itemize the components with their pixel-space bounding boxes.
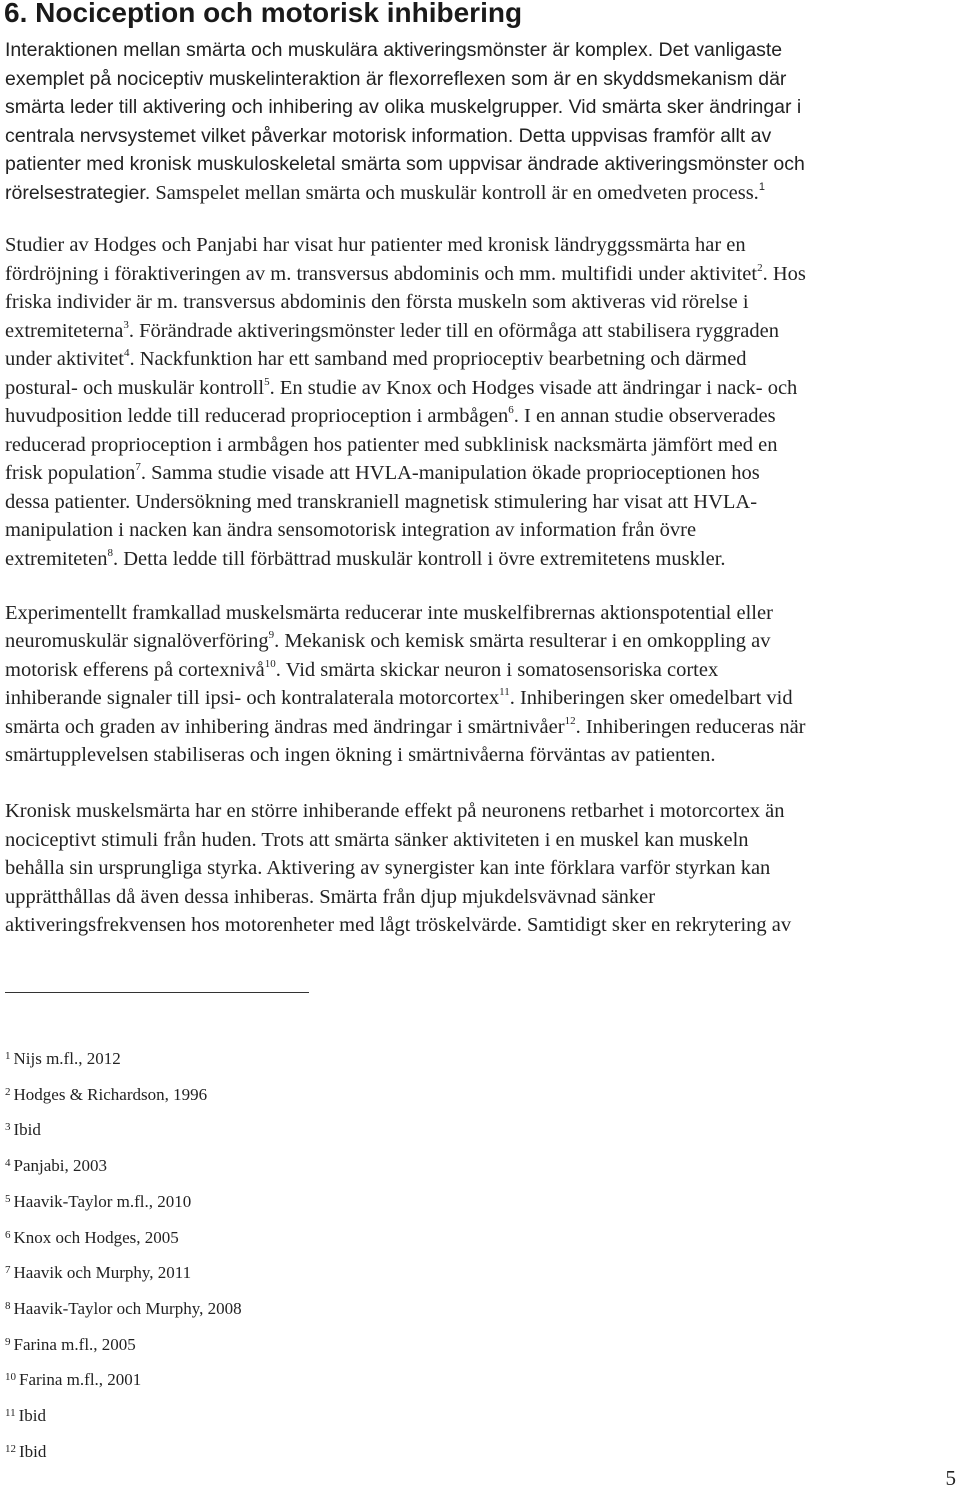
footnote-number: 6 <box>5 1228 11 1241</box>
text-line <box>5 854 791 883</box>
footnote-text: Farina m.fl., 2005 <box>13 1334 136 1354</box>
footnote-number: 9 <box>5 1335 11 1348</box>
footnote-separator <box>5 992 309 993</box>
text-run: . Samma studie visade att HVLA-manipulation ökade proprioceptionen hos <box>140 462 760 485</box>
text-run: under aktivitet <box>5 348 124 371</box>
footnote-item <box>5 1046 121 1069</box>
text-run: smärtupplevelsen stabiliseras och ingen ökning i smärtnivåerna förväntas av patienten. <box>5 744 716 767</box>
text-line <box>5 288 806 317</box>
footnote-number: 4 <box>5 1157 11 1170</box>
footnote-reference[interactable]: 10 <box>264 657 276 670</box>
footnote-reference[interactable]: 5 <box>264 375 270 388</box>
text-run: . Mekanisk och kemisk smärta resulterar i en omkoppling av <box>274 630 771 653</box>
text-line <box>5 826 791 855</box>
text-line <box>5 459 806 488</box>
text-run: motorisk efferens på cortexnivå <box>5 658 265 681</box>
text-line: Interaktionen mellan smärta och muskulära aktiveringsmönster är komplex. Det vanligaste <box>5 39 783 61</box>
text-line <box>5 599 806 627</box>
footnote-number: 3 <box>5 1121 11 1134</box>
text-line <box>5 911 791 940</box>
footnote-text: Ibid <box>13 1120 41 1140</box>
section-heading: 6. Nociception och motorisk inhibering <box>4 0 523 28</box>
text-line <box>5 260 806 289</box>
footnote-item <box>5 1332 136 1355</box>
text-run: reducerad proprioception i armbågen hos patienter med subklinisk nacksmärta jämfört med en <box>5 433 778 456</box>
text-run: Studier av Hodges och Panjabi har visat hur patienter med kronisk ländryggssmärta har en <box>5 234 746 256</box>
footnote-reference[interactable]: 12 <box>564 714 576 727</box>
footnote-text: Haavik-Taylor m.fl., 2010 <box>13 1191 192 1211</box>
footnote-item <box>5 1117 41 1140</box>
paragraph-1 <box>5 36 805 208</box>
footnote-item <box>5 1439 46 1462</box>
paragraph-4 <box>5 797 791 940</box>
text-run: behålla sin ursprungliga styrka. Aktivering av synergister kan inte förklara varför styrkan kan <box>5 857 771 880</box>
footnote-reference[interactable]: 9 <box>268 629 275 642</box>
text-run: friska individer är m. transversus abdominis den första muskeln som aktiveras vid rörelse i <box>5 291 749 314</box>
text-line <box>5 402 806 431</box>
footnote-text: Hodges & Richardson, 1996 <box>13 1084 208 1104</box>
text-run: postural- och muskulär kontroll <box>5 376 265 399</box>
text-run: . Nackfunktion har ett samband med proprioceptiv bearbetning och därmed <box>129 348 747 371</box>
footnote-item <box>5 1403 46 1426</box>
footnote-item <box>5 1260 191 1283</box>
footnote-text: Panjabi, 2003 <box>13 1156 107 1176</box>
footnote-number: 5 <box>5 1192 11 1205</box>
text-run: Samspelet mellan smärta och muskulär kontroll är en omedveten process. <box>150 181 759 204</box>
text-run: Kronisk muskelsmärta har en större inhiberande effekt på neuronens retbarhet i motorcortex än <box>5 800 785 822</box>
text-run: aktiveringsfrekvensen hos motorenheter med lågt tröskelvärde. Samtidigt sker en rekrytering av <box>5 914 792 937</box>
text-run: rörelsestrategier. <box>5 181 151 204</box>
footnote-reference[interactable]: 6 <box>508 404 514 417</box>
footnote-number: 10 <box>5 1371 16 1384</box>
text-line <box>5 627 806 655</box>
text-line <box>5 345 806 374</box>
footnote-text: Farina m.fl., 2001 <box>19 1370 142 1390</box>
text-line <box>5 883 791 912</box>
footnote-reference[interactable]: 11 <box>499 686 510 699</box>
footnote-reference[interactable]: 7 <box>135 461 141 474</box>
text-line <box>5 797 791 826</box>
text-line <box>5 374 806 403</box>
page-number: 5 <box>945 1466 956 1490</box>
text-run: . Inhiberingen reduceras när <box>575 715 806 738</box>
text-run: extremiteten <box>5 548 108 571</box>
footnote-reference[interactable]: 8 <box>107 547 113 560</box>
paragraph-3 <box>5 599 806 769</box>
footnote-number: 12 <box>5 1442 16 1455</box>
text-line <box>5 231 806 260</box>
footnote-number: 2 <box>5 1085 11 1098</box>
paragraph-2 <box>5 231 806 574</box>
text-run: upprätthållas då även dessa inhiberas. Smärta från djup mjukdelsvävnad sänker <box>5 885 656 908</box>
footnote-text: Ibid <box>19 1441 47 1461</box>
text-line: smärta leder till aktivering och inhibering av olika muskelgrupper. Vid smärta sker ändringar i <box>5 96 802 119</box>
text-line <box>5 656 806 684</box>
text-line <box>5 516 806 545</box>
text-run: smärta och graden av inhibering ändras med ändringar i smärtnivåer <box>5 715 565 738</box>
text-run: . Hos <box>762 262 806 285</box>
text-run: . I en annan studie observerades <box>513 405 776 428</box>
footnote-number: 8 <box>5 1299 11 1312</box>
text-run: neuromuskulär signalöverföring <box>5 630 269 653</box>
footnote-text: Knox och Hodges, 2005 <box>13 1227 179 1247</box>
footnote-reference[interactable]: 2 <box>757 261 763 274</box>
text-run: . Inhiberingen sker omedelbart vid <box>509 687 793 710</box>
footnote-text: Haavik-Taylor och Murphy, 2008 <box>13 1298 242 1318</box>
footnote-item <box>5 1367 141 1390</box>
text-line <box>5 317 806 346</box>
footnote-item <box>5 1153 107 1176</box>
text-run: . Detta ledde till förbättrad muskulär kontroll i övre extremitetens muskler. <box>112 548 726 571</box>
footnote-item <box>5 1082 207 1105</box>
footnote-item <box>5 1225 179 1248</box>
footnote-number: 7 <box>5 1264 11 1277</box>
text-run: frisk population <box>5 462 136 485</box>
text-line: centrala nervsystemet vilket påverkar motorisk information. Detta uppvisas framför allt av <box>5 124 772 147</box>
text-run: nociceptivt stimuli från huden. Trots att smärta sänker aktiviteten i en muskel kan muskeln <box>5 828 749 851</box>
text-run: . Vid smärta skickar neuron i somatosensoriska cortex <box>275 658 719 681</box>
text-line: exemplet på nociceptiv muskelinteraktion är flexorreflexen som är en skyddsmekanism där <box>5 67 787 90</box>
text-line <box>5 179 805 208</box>
text-run: inhiberande signaler till ipsi- och kontralaterala motorcortex <box>5 687 500 710</box>
text-run: manipulation i nacken kan ändra sensomotorisk integration av information från övre <box>5 519 697 542</box>
text-line <box>5 545 806 574</box>
footnote-reference[interactable]: 4 <box>123 347 130 360</box>
text-run: huvudposition ledde till reducerad proprioception i armbågen <box>5 405 509 428</box>
footnote-reference[interactable]: 1 <box>758 180 765 193</box>
footnote-item <box>5 1189 191 1212</box>
footnote-item <box>5 1296 242 1319</box>
footnote-text: Nijs m.fl., 2012 <box>13 1049 121 1068</box>
text-run: Experimentellt framkallad muskelsmärta reducerar inte muskelfibrernas aktionspotential eller <box>5 602 773 624</box>
text-line <box>5 431 806 460</box>
text-run: dessa patienter. Undersökning med transkraniell magnetisk stimulering har visat att HVLA- <box>5 490 758 513</box>
text-run: . En studie av Knox och Hodges visade att ändringar i nack- och <box>269 376 798 399</box>
text-line <box>5 741 806 769</box>
footnote-number: 11 <box>5 1407 16 1419</box>
footnote-text: Ibid <box>18 1406 46 1425</box>
text-run: fördröjning i föraktiveringen av m. transversus abdominis och mm. multifidi under aktivitet <box>5 262 758 285</box>
text-line <box>5 684 806 712</box>
footnote-reference[interactable]: 3 <box>123 318 129 331</box>
text-run: . Förändrade aktiveringsmönster leder till en oförmåga att stabilisera ryggraden <box>128 319 779 342</box>
text-line: patienter med kronisk muskuloskeletal smärta som uppvisar ändrade aktiveringsmönster och <box>5 153 805 176</box>
footnote-number: 1 <box>5 1050 11 1062</box>
footnote-text: Haavik och Murphy, 2011 <box>13 1263 192 1283</box>
text-run: extremiteterna <box>5 319 124 342</box>
text-line <box>5 713 806 741</box>
text-line <box>5 488 806 517</box>
